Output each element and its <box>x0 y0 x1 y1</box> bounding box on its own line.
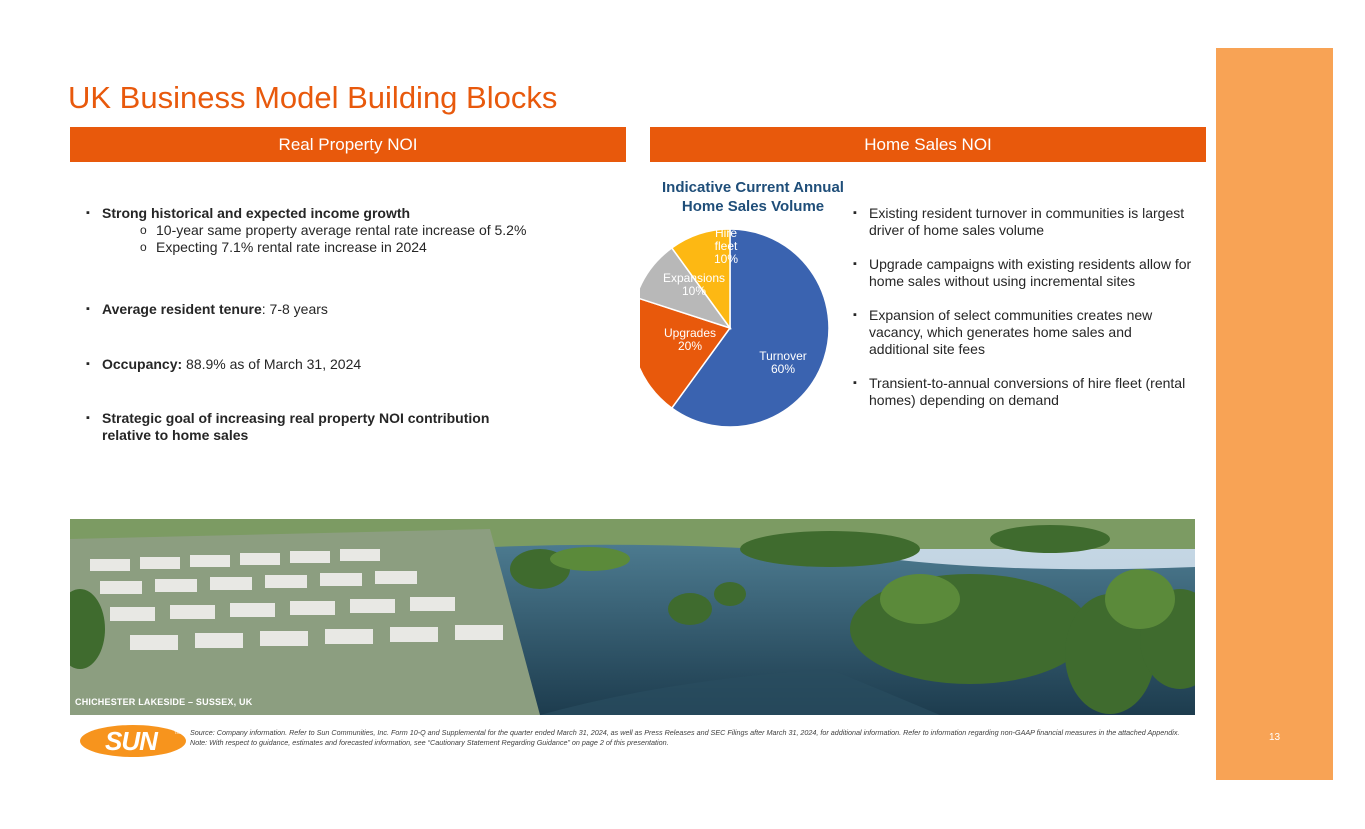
bullet-bold: Strategic goal of increasing real property NOI contribution relative to home sales <box>102 410 490 443</box>
bullet-income-growth <box>86 205 626 222</box>
pie-label-hire-fleet: Hire fleet 10% <box>713 226 739 266</box>
bullet-text: 88.9% as of March 31, 2024 <box>182 356 362 372</box>
real-property-bullets <box>86 205 626 444</box>
bullet-text: : 7-8 years <box>261 301 328 317</box>
bullet-bold: Occupancy: <box>102 356 183 372</box>
bullet-transient-conversions: ▪ Transient-to-annual conversions of hire fleet (rental homes) depending on demand <box>853 375 1193 409</box>
sun-logo <box>79 724 187 758</box>
chart-title: Indicative Current Annual Home Sales Volume <box>662 179 844 215</box>
bullet-tenure <box>86 301 626 318</box>
svg-text:TM: TM <box>174 730 180 735</box>
source-note: Source: Company information. Refer to Sun Communities, Inc. Form 10-Q and Supplemental for the quarter ended March 31, 2024, as well as Press Releases and SEC Filings after March 31, 2024, for additional information. Refer to information regarding non-GAAP financial measures in the attached Appendix. <box>190 728 1180 737</box>
pie-label-expansions: Expansions 10% <box>662 271 726 298</box>
photo-caption: CHICHESTER LAKESIDE – SUSSEX, UK <box>75 697 253 707</box>
footnote <box>190 728 1200 747</box>
pie-label-turnover: Turnover 60% <box>759 349 807 376</box>
guidance-note: Note: With respect to guidance, estimates and forecasted information, see “Cautionary Statement Regarding Guidance” on page 2 of this presentation. <box>190 737 669 747</box>
bullet-resident-turnover: ▪ Existing resident turnover in communities is largest driver of home sales volume <box>853 205 1193 239</box>
svg-text:SUN: SUN <box>105 726 157 756</box>
pie-label-upgrades: Upgrades 20% <box>663 326 717 353</box>
page-number: 13 <box>1268 732 1281 743</box>
section-header-home-sales: Home Sales NOI <box>650 127 1206 162</box>
bullet-bold: Average resident tenure <box>102 301 262 317</box>
bullet-occupancy <box>86 356 626 373</box>
community-lake-photo <box>70 519 1195 715</box>
bullet-upgrade-campaigns: ▪ Upgrade campaigns with existing residents allow for home sales without using incremental sites <box>853 256 1193 290</box>
bullet-expansion: ▪ Expansion of select communities creates new vacancy, which generates home sales and additional site fees <box>853 307 1193 358</box>
section-header-real-property: Real Property NOI <box>70 127 626 162</box>
home-sales-pie-chart <box>640 222 840 434</box>
bullet-bold: Strong historical and expected income growth <box>102 205 411 221</box>
home-sales-bullets <box>853 205 1193 426</box>
slide-title: UK Business Model Building Blocks <box>68 80 558 115</box>
sub-bullet-rental-avg: o 10-year same property average rental rate increase of 5.2% <box>86 222 626 239</box>
bullet-strategic-goal <box>86 410 526 444</box>
sub-bullet-rental-2024: o Expecting 7.1% rental rate increase in 2024 <box>86 239 626 256</box>
side-accent-bar <box>1216 48 1333 780</box>
